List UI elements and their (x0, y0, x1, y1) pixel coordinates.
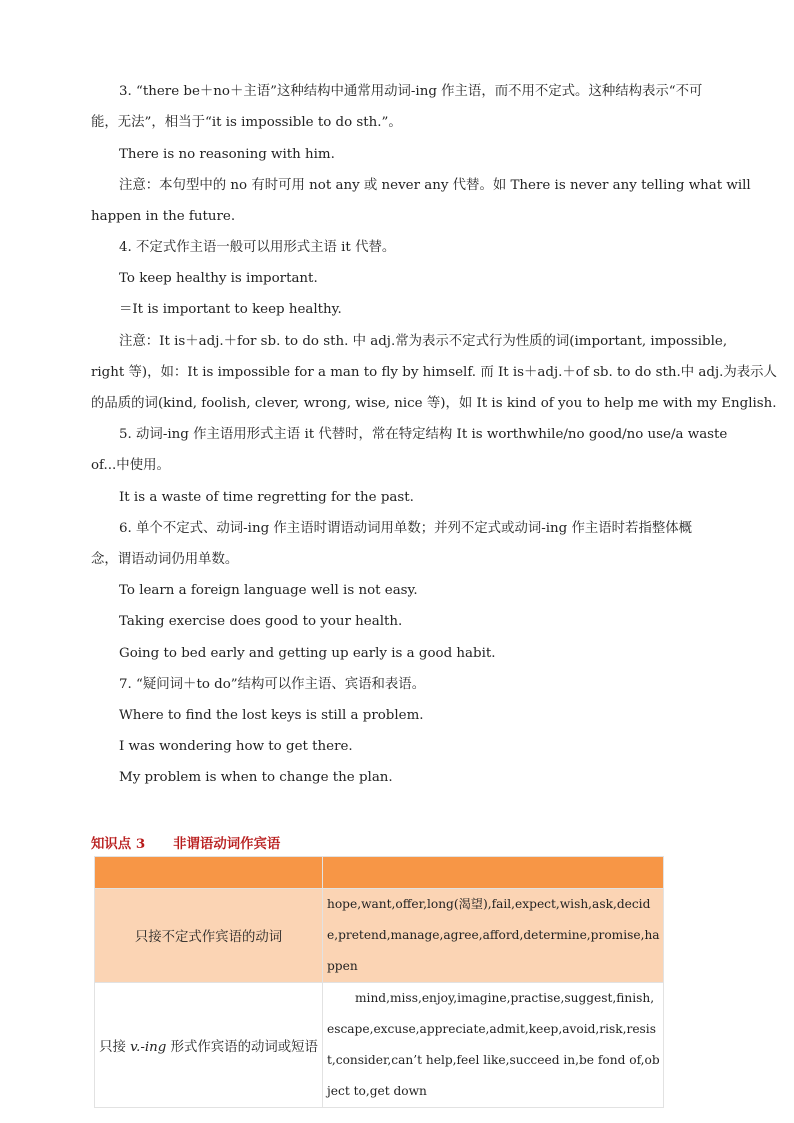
table-header-cell (323, 857, 664, 889)
row-label-ing (95, 983, 323, 1108)
example-sentence: Taking exercise does good to your health. (119, 614, 403, 629)
paragraph-5-line-1: 5. 动词-ing 作主语用形式主语 it 代替时，常在特定结构 It is worthwhile/no good/no use/a waste (119, 427, 728, 442)
table-header-row (95, 857, 664, 889)
paragraph-7: 7. “疑问词＋to do”结构可以作主语、宾语和表语。 (119, 677, 426, 692)
note-line-2: happen in the future. (91, 209, 236, 224)
paragraph-6-line-2: 念，谓语动词仍用单数。 (91, 552, 239, 567)
example-sentence: ＝It is important to keep healthy. (119, 302, 342, 317)
note-line-3: 的品质的词(kind, foolish, clever, wrong, wise, nice 等)，如 It is kind of you to help me with my English. (91, 396, 777, 411)
example-sentence: Going to bed early and getting up early is a good habit. (119, 646, 496, 661)
table-row (95, 889, 664, 983)
paragraph-3-line-2: 能，无法”，相当于“it is impossible to do sth.”。 (91, 115, 402, 130)
row-label-prefix: 只接 (99, 1039, 131, 1055)
example-sentence: Where to find the lost keys is still a problem. (119, 708, 424, 723)
row-label-infinitive: 只接不定式作宾语的动词 (95, 889, 323, 983)
table-row (95, 983, 664, 1108)
row-content-infinitive: hope,want,offer,long(渴望),fail,expect,wish,ask,decide,pretend,manage,agree,afford,determine,promise,happen (323, 889, 664, 983)
paragraph-5-line-2: of...中使用。 (91, 458, 170, 473)
section-title-text: 非谓语动词作宾语 (173, 836, 281, 852)
row-content-ing: mind,miss,enjoy,imagine,practise,suggest,finish,escape,excuse,appreciate,admit,keep,avoid,risk,resist,consider,can’t help,feel like,succeed in,be fond of,object to,get down (323, 983, 664, 1108)
example-sentence: To learn a foreign language well is not easy. (119, 583, 418, 598)
example-sentence: I was wondering how to get there. (119, 739, 353, 754)
note-line-1: 注意：It is＋adj.＋for sb. to do sth. 中 adj.常为表示不定式行为性质的词(important, impossible, (119, 334, 728, 349)
paragraph-6-line-1: 6. 单个不定式、动词-ing 作主语时谓语动词用单数；并列不定式或动词-ing 作主语时若指整体概 (119, 521, 693, 536)
example-sentence: My problem is when to change the plan. (119, 770, 393, 785)
example-sentence: It is a waste of time regretting for the past. (119, 490, 414, 505)
section-heading (91, 833, 280, 852)
paragraph-3-line-1: 3. “there be＋no＋主语”这种结构中通常用动词-ing 作主语，而不用不定式。这种结构表示“不可 (119, 84, 703, 99)
verb-object-table (94, 856, 664, 1108)
example-sentence: There is no reasoning with him. (119, 147, 335, 162)
row-label-suffix: 形式作宾语的动词或短语 (166, 1039, 318, 1055)
row-label-italic: v.-ing (130, 1039, 167, 1055)
note-line-1: 注意：本句型中的 no 有时可用 not any 或 never any 代替。如 There is never any telling what will (119, 178, 751, 193)
section-label: 知识点 3 (91, 836, 146, 852)
paragraph-4: 4. 不定式作主语一般可以用形式主语 it 代替。 (119, 240, 396, 255)
note-line-2: right 等)，如：It is impossible for a man to fly by himself. 而 It is＋adj.＋of sb. to do sth.中 adj.为表示人 (91, 365, 777, 380)
example-sentence: To keep healthy is important. (119, 271, 318, 286)
table-header-cell (95, 857, 323, 889)
